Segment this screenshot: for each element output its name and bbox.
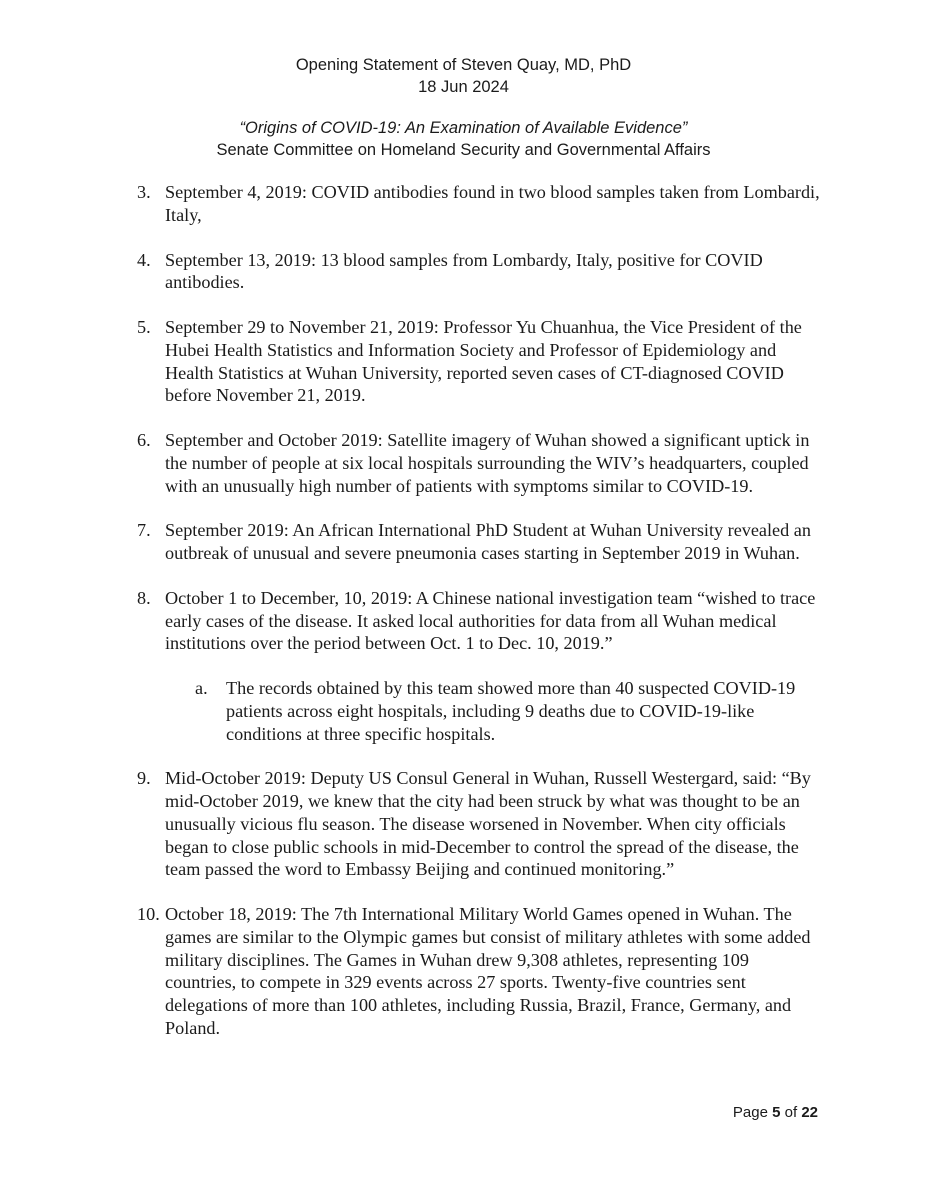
item-number: a. (195, 678, 208, 698)
page-number: 5 (772, 1104, 781, 1121)
total-pages: 22 (801, 1104, 818, 1121)
hearing-title: “Origins of COVID-19: An Examination of Available Evidence” (239, 119, 688, 137)
statement-date: 18 Jun 2024 (418, 78, 509, 96)
page-header (0, 0, 927, 161)
item-number: 5. (137, 317, 151, 337)
item-text: October 1 to December, 10, 2019: A Chinese national investigation team “wished to trace early cases of the disease. It asked local authorities for data from all Wuhan medical institutions over the period between Oct. 1 to Dec. 10, 2019.” (165, 587, 816, 654)
list-item (137, 429, 927, 497)
list-item (137, 519, 927, 565)
item-number: 6. (137, 430, 151, 450)
item-text: The records obtained by this team showed more than 40 suspected COVID-19 patients across eight hospitals, including 9 deaths due to COVID-19-like conditions at three specific hospitals. (226, 678, 796, 744)
item-number: 7. (137, 520, 151, 541)
item-text: Mid-October 2019: Deputy US Consul General in Wuhan, Russell Westergard, said: “By mid-October 2019, we knew that the city had been struck by what was thought to be an unusually vicious flu season. The disease worsened in November. When city officials began to close public schools in mid-December to control the spread of the disease, the team passed the word to Embassy Beijing and continued monitoring.” (165, 768, 811, 880)
list-item (137, 316, 927, 407)
timeline-list (0, 181, 927, 1040)
item-text: September 13, 2019: 13 blood samples from Lombardy, Italy, positive for COVID antibodies. (165, 249, 763, 293)
list-item (137, 587, 927, 655)
item-text: September 4, 2019: COVID antibodies found in two blood samples taken from Lombardi, Italy, (165, 182, 820, 225)
list-item (137, 903, 927, 1040)
item-text: September 2019: An African International PhD Student at Wuhan University revealed an outbreak of unusual and severe pneumonia cases starting in September 2019 in Wuhan. (165, 520, 811, 563)
item-text: October 18, 2019: The 7th International Military World Games opened in Wuhan. The games are similar to the Olympic games but consist of military athletes with some added military disciplines. The Games in Wuhan drew 9,308 athletes, representing 109 countries, to compete in 329 events across 27 sports. Twenty-five countries sent delegations of more than 100 athletes, including Russia, Brazil, France, Germany, and Poland. (165, 904, 811, 1038)
item-number: 8. (137, 587, 151, 608)
statement-title: Opening Statement of Steven Quay, MD, PhD (295, 56, 632, 74)
item-number: 3. (137, 182, 151, 202)
footer-separator: of (780, 1104, 802, 1121)
list-item (137, 181, 927, 227)
item-text: September 29 to November 21, 2019: Professor Yu Chuanhua, the Vice President of the Hubei Health Statistics and Information Society and Professor of Epidemiology and Health Statistics at Wuhan University, reported seven cases of CT-diagnosed COVID before November 21, 2019. (165, 317, 802, 406)
committee-name: Senate Committee on Homeland Security and Governmental Affairs (216, 141, 711, 159)
page-footer (733, 1103, 818, 1123)
item-number: 9. (137, 768, 151, 789)
list-subitem (195, 677, 927, 745)
item-number: 10. (137, 904, 160, 924)
item-number: 4. (137, 249, 151, 270)
list-item (137, 767, 927, 881)
footer-prefix: Page (732, 1104, 773, 1121)
item-text: September and October 2019: Satellite imagery of Wuhan showed a significant uptick in the number of people at six local hospitals surrounding the WIV’s headquarters, coupled with an unusually high number of patients with symptoms similar to COVID-19. (165, 430, 810, 496)
list-item (137, 249, 927, 295)
